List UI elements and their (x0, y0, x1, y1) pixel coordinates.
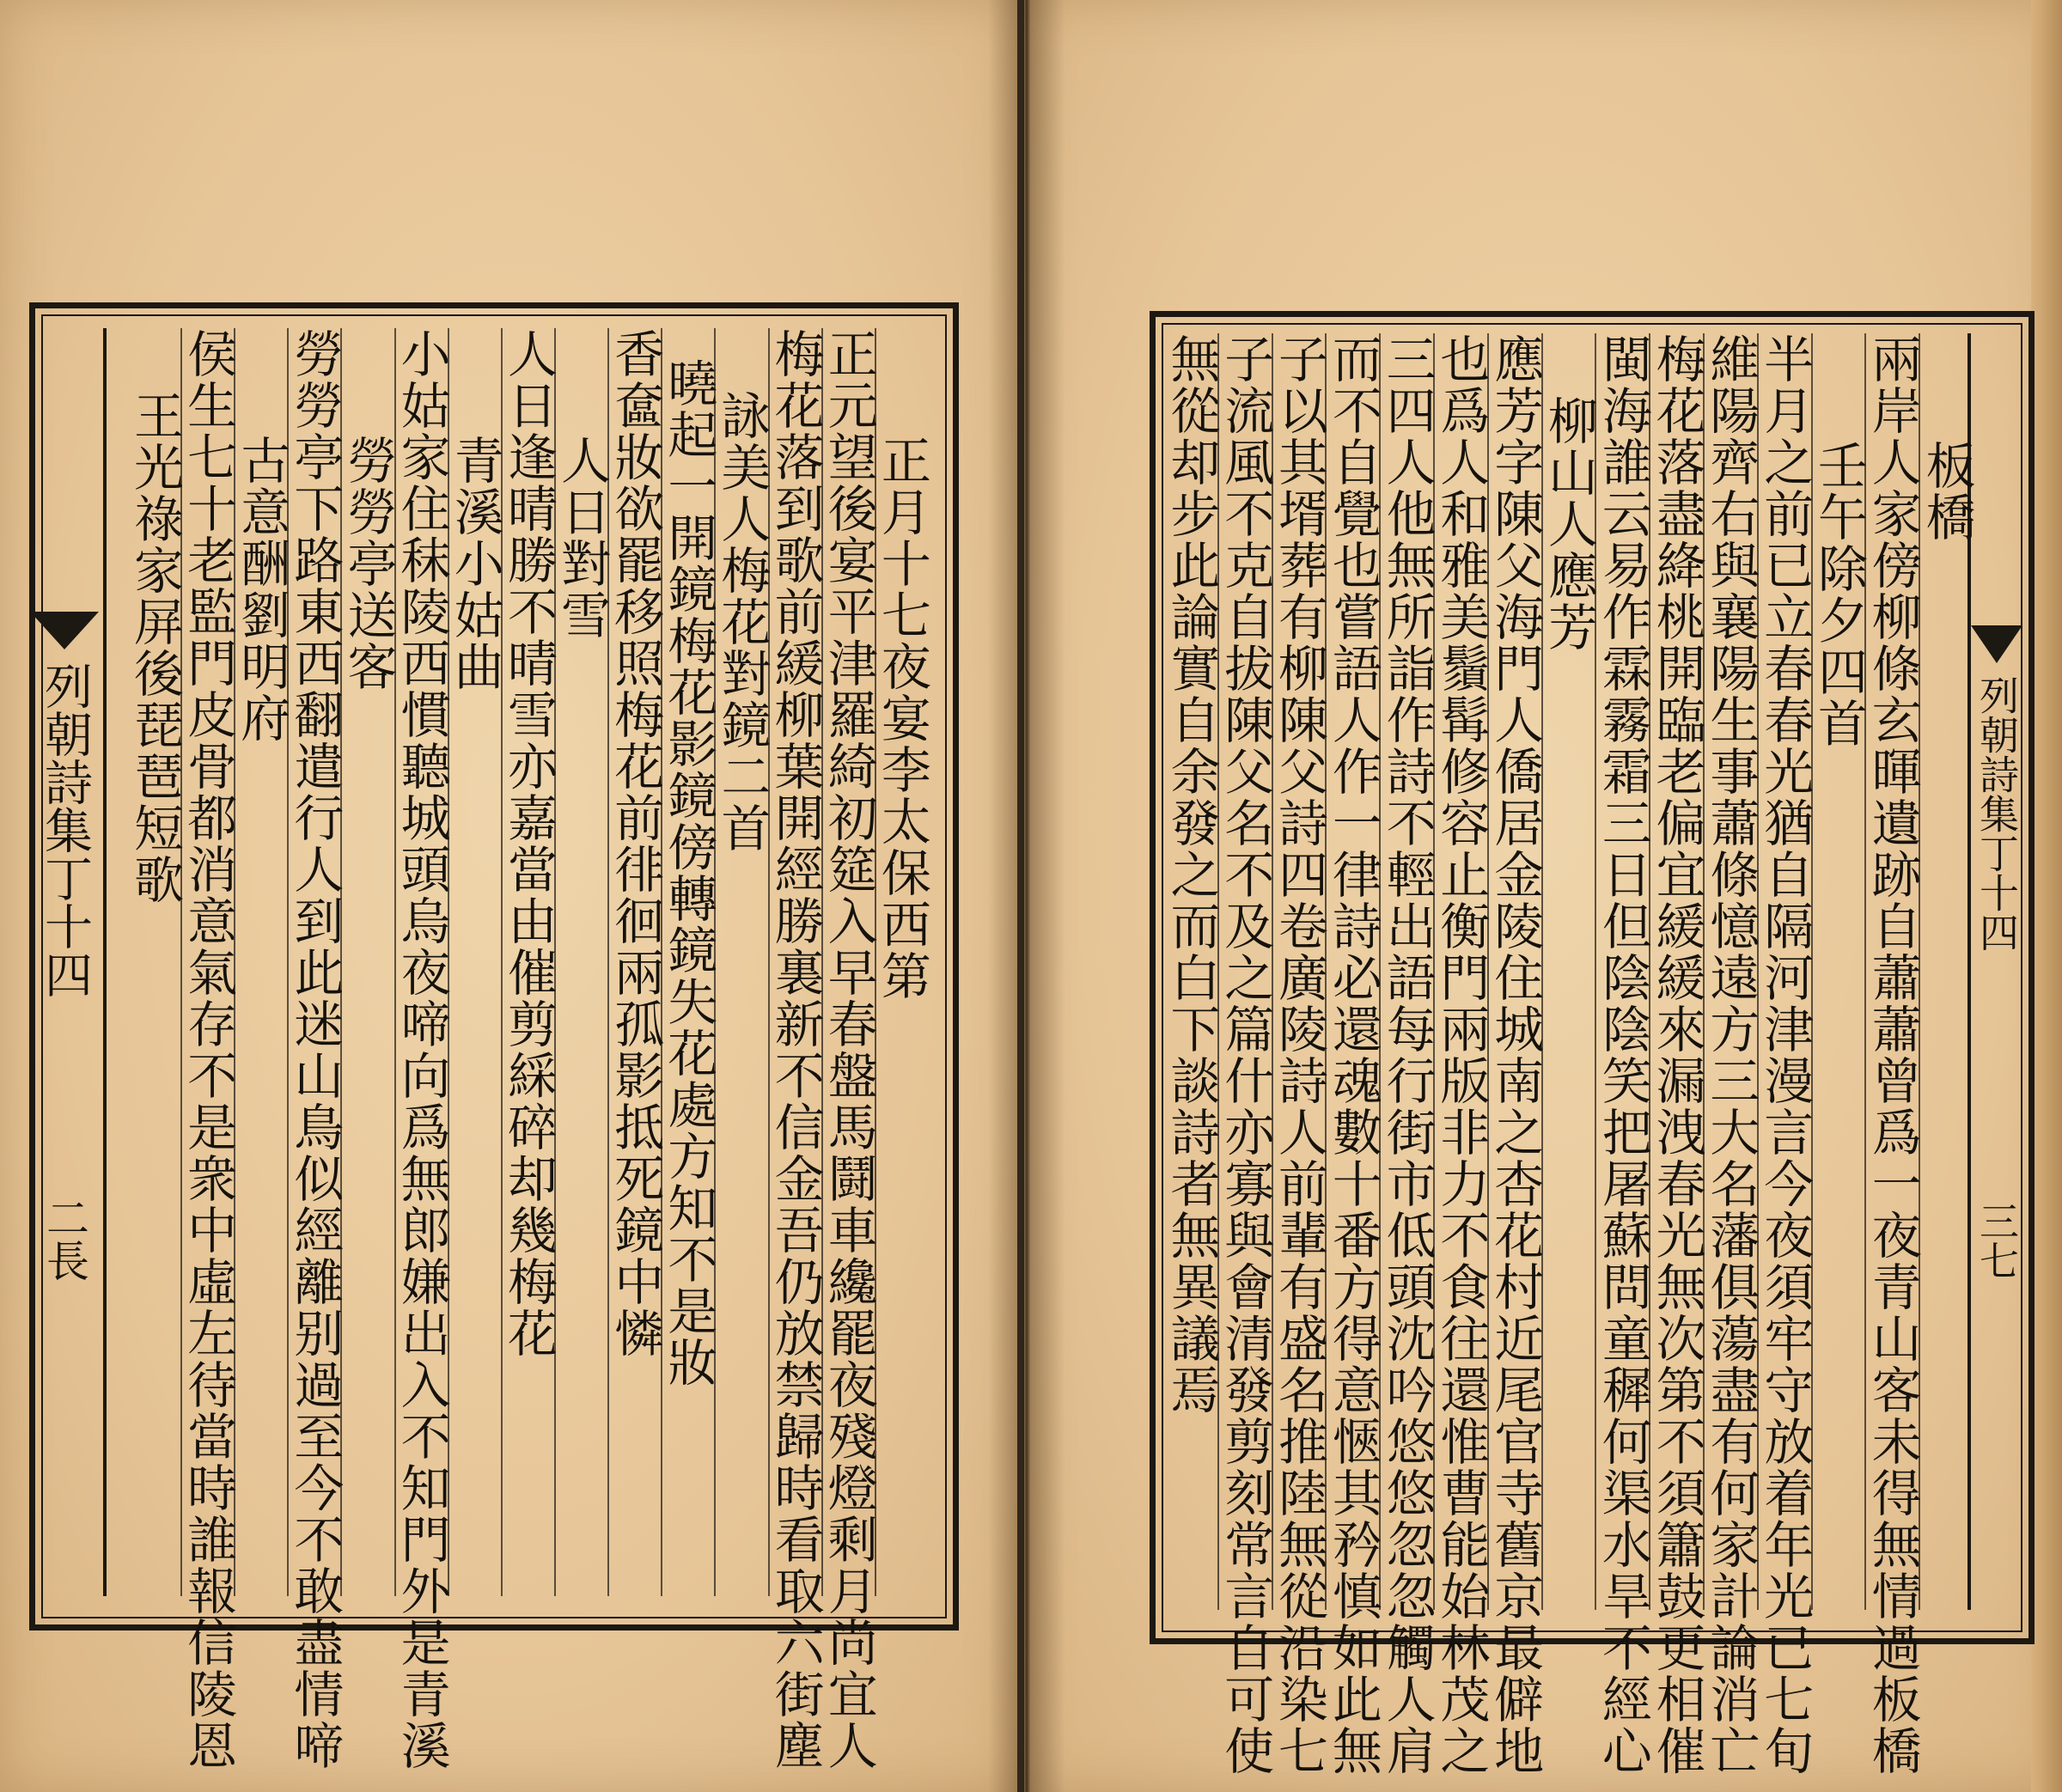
text-column (232, 328, 291, 1596)
column-text: 閩海誰云易作霖霧霜三日但陰陰笑把屠蘇問童穉何渠水旱不經心 (1593, 333, 1652, 1777)
left-margin-folio: 二長 (40, 1196, 89, 1282)
text-column (339, 328, 398, 1596)
column-text: 人日逢晴勝不晴雪亦嘉當由催剪綵碎却幾梅花 (498, 328, 558, 1359)
column-text: 曉起一開鏡梅花影鏡傍轉鏡失花處方知不是妝 (659, 357, 718, 1388)
text-column (1701, 333, 1760, 1777)
right-margin-folio: 三七 (1974, 1201, 2020, 1280)
text-column (392, 328, 451, 1771)
column-text: 而不自覺也嘗語人作一律詩必還魂數十番方得意愜其矜慎如此無 (1323, 333, 1382, 1777)
text-column (1377, 333, 1437, 1777)
fish-tail-mark (1971, 625, 2022, 663)
column-text: 人日對雪 (552, 435, 612, 641)
column-text: 也爲人和雅美鬚髯修容止衡門兩版非力不食往還惟曹能始林茂之 (1431, 333, 1491, 1777)
column-text: 子以其壻葬有柳陳父詩四卷廣陵詩人前輩有盛名推陸無從沿染七 (1270, 333, 1329, 1777)
text-column (1162, 333, 1221, 1610)
column-text: 板橋 (1917, 440, 1976, 543)
right-text-columns (1162, 333, 1976, 1777)
column-text: 柳山人應芳 (1540, 395, 1599, 653)
column-text: 小姑家住秣陵西慣聽城頭烏夜啼向爲無郎嫌出入不知門外是青溪 (392, 328, 451, 1771)
text-column (1323, 333, 1382, 1777)
column-text: 正月十七夜宴李太保西第 (872, 435, 931, 1002)
text-column (712, 328, 772, 1596)
text-column (498, 328, 558, 1596)
text-column (1540, 333, 1599, 1610)
right-fore-edge-margin (1967, 333, 2022, 1610)
text-column (1593, 333, 1652, 1777)
text-column (1863, 333, 1922, 1777)
text-column (1270, 333, 1329, 1777)
column-text: 梅花落盡絳桃開臨老偏宜緩緩來漏洩春光無次第不須簫鼓更相催 (1647, 333, 1706, 1777)
column-text: 兩岸人家傍柳條玄暉遺跡自蕭蕭曾爲一夜青山客未得無情過板橋 (1863, 333, 1922, 1777)
column-text: 青溪小姑曲 (445, 435, 504, 692)
column-text: 維陽齊右與襄陽生事蕭條憶遠方三大名藩俱蕩盡有何家計論消亡 (1701, 333, 1760, 1777)
column-text: 三四人他無所詣作詩不輕出語每行街市低頭沈吟悠悠忽忽觸人肩 (1377, 333, 1437, 1777)
right-margin-title: 列朝詩集丁十四 (1974, 675, 2020, 952)
text-column (819, 328, 878, 1771)
column-text: 勞勞亭下路東西翻遣行人到此迷山鳥似經離别過至今不敢盡情啼 (285, 328, 345, 1771)
book-gutter (988, 0, 1065, 1792)
fish-tail-mark (30, 612, 99, 649)
text-column (1485, 333, 1545, 1777)
left-margin-title: 列朝詩集丁十四 (37, 661, 93, 998)
column-text: 王光祿家屏後琵琶短歌 (125, 390, 184, 905)
left-fore-edge-margin (26, 328, 107, 1596)
text-column (606, 328, 665, 1596)
column-text: 子流風不克自拔陳父名不及之篇什亦寡與會清發剪刻常言自可使 (1216, 333, 1275, 1777)
column-text: 古意酬劉明府 (232, 435, 291, 744)
column-text: 梅花落到歌前緩柳葉開經勝裏新不信金吾仍放禁歸時看取六街塵 (766, 328, 825, 1771)
column-text: 半月之前已立春春光猶自隔河津漫言今夜須牢守放着年光已七旬 (1755, 333, 1815, 1777)
column-text: 詠美人梅花對鏡二首 (712, 390, 772, 854)
column-text: 壬午除夕四首 (1809, 440, 1868, 749)
text-column (125, 328, 184, 1596)
text-column (1216, 333, 1275, 1777)
text-column (1431, 333, 1491, 1777)
text-column (1755, 333, 1815, 1777)
column-text: 香奩妝欲罷移照梅花前徘徊兩孤影抵死鏡中憐 (606, 328, 665, 1359)
text-column (1917, 333, 1976, 1610)
text-column (766, 328, 825, 1771)
column-text: 應芳字陳父海門人僑居金陵住城南之杏花村近尾官寺舊京最僻地 (1485, 333, 1545, 1777)
left-text-columns (125, 328, 931, 1771)
page-edge (2031, 0, 2062, 1792)
column-text: 正元望後宴平津羅綺初筵入早春盤馬鬪車纔罷夜殘燈剩月尚宜人 (819, 328, 878, 1771)
text-column (1809, 333, 1868, 1610)
text-column (1647, 333, 1706, 1777)
text-column (285, 328, 345, 1771)
text-column (445, 328, 504, 1596)
text-column (872, 328, 931, 1596)
column-text: 勞勞亭送客 (339, 435, 398, 692)
text-column (179, 328, 238, 1771)
text-column (659, 328, 718, 1596)
column-text: 無從却步此論實自余發之而白下談詩者無異議焉 (1162, 333, 1221, 1416)
text-column (552, 328, 612, 1596)
column-text: 侯生七十老監門皮骨都消意氣存不是衆中虛左待當時誰報信陵恩 (179, 328, 238, 1771)
